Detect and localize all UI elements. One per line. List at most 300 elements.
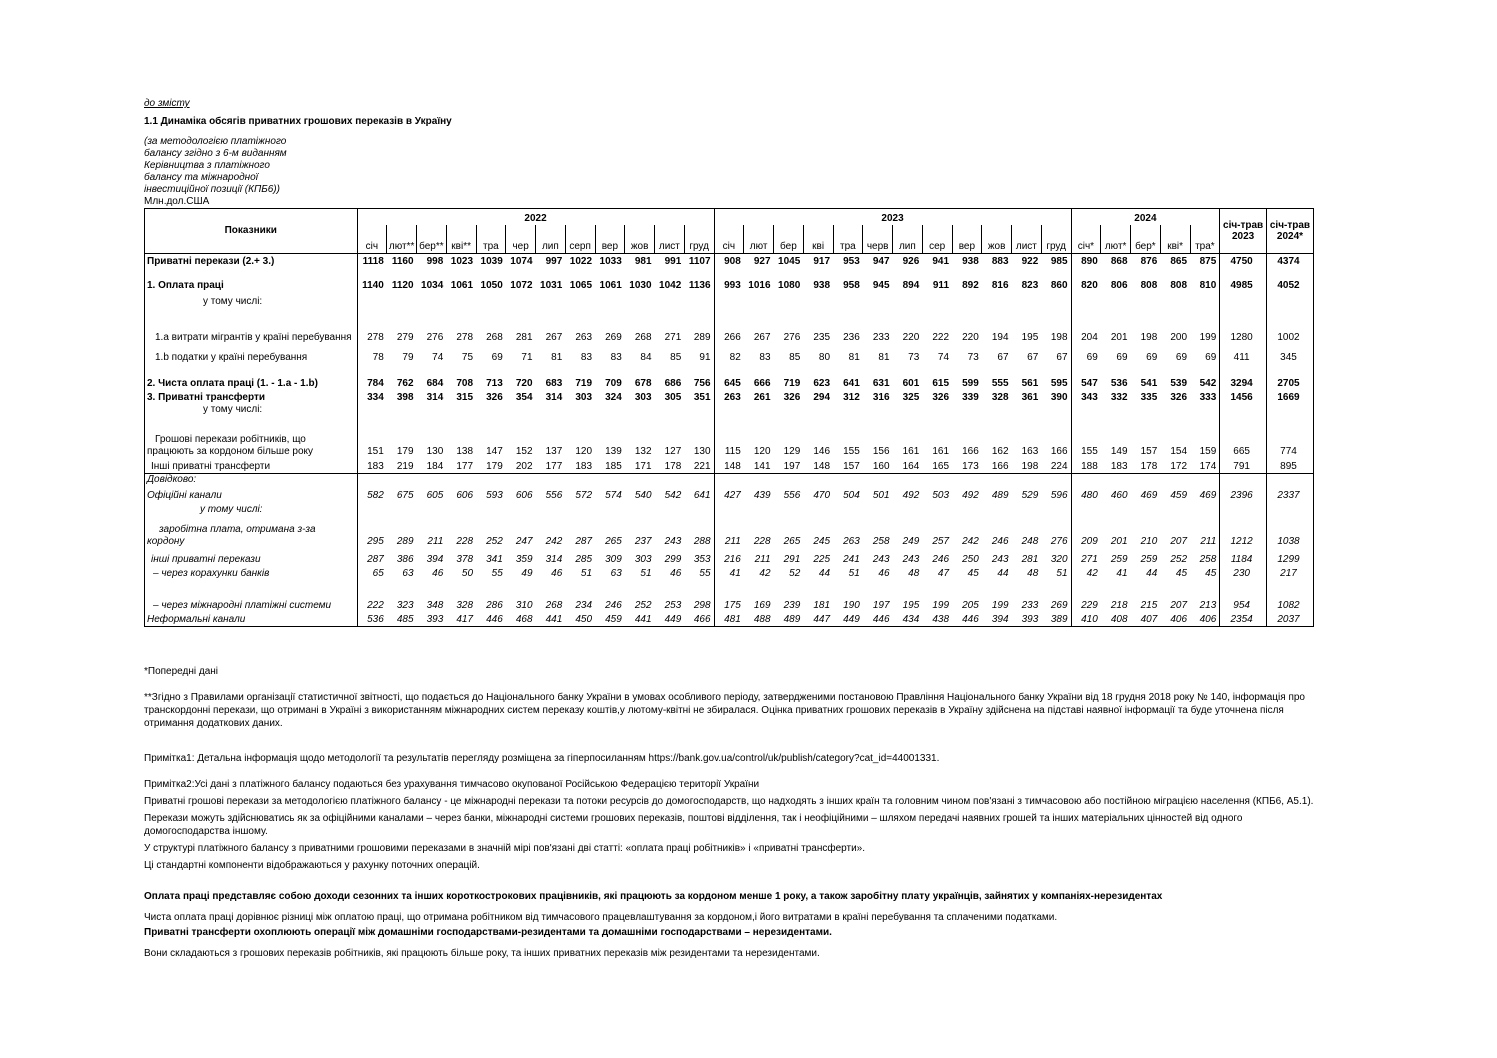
month-value-cell: 446 bbox=[952, 612, 982, 626]
month-value-cell: 361 bbox=[1021, 391, 1039, 403]
month-value-cell: 314 bbox=[426, 391, 444, 403]
month-value-cell: 253 bbox=[664, 600, 682, 611]
month-value-cell: 152 bbox=[515, 445, 533, 457]
month-value-cell bbox=[536, 404, 566, 416]
period-total-cell: 1082 bbox=[1266, 580, 1313, 612]
month-value-cell: 160 bbox=[872, 461, 890, 472]
month-value-cell: 276 bbox=[426, 331, 444, 343]
table-row bbox=[145, 516, 1314, 548]
month-value-cell: 389 bbox=[1041, 612, 1071, 626]
month-value-cell bbox=[476, 292, 506, 308]
month-value-cell: 252 bbox=[1170, 554, 1188, 565]
month-value-cell: 309 bbox=[605, 554, 622, 565]
month-value-cell bbox=[1131, 292, 1161, 308]
month-value-cell bbox=[1160, 502, 1190, 516]
month-value-cell: 709 bbox=[605, 377, 622, 389]
month-value-cell: 449 bbox=[833, 612, 863, 626]
month-value-cell: 184 bbox=[426, 461, 444, 472]
month-value-cell: 252 bbox=[634, 600, 652, 611]
month-value-cell: 556 bbox=[783, 490, 801, 501]
unit-label: Млн.дол.США bbox=[144, 196, 210, 207]
period-total-cell bbox=[1220, 404, 1267, 416]
month-value-cell: 289 bbox=[396, 536, 414, 547]
month-value-cell: 406 bbox=[1190, 612, 1220, 626]
month-value-cell bbox=[357, 292, 387, 308]
month-value-cell bbox=[833, 474, 863, 487]
month-value-cell: 148 bbox=[813, 461, 831, 472]
month-value-cell: 185 bbox=[605, 461, 622, 472]
month-value-cell: 169 bbox=[753, 600, 771, 611]
row-label: Довідково: bbox=[145, 474, 358, 487]
period-total-cell: 2337 bbox=[1266, 486, 1313, 502]
month-value-cell: 151 bbox=[357, 416, 387, 458]
month-value-cell: 542 bbox=[664, 490, 682, 501]
row-label: Інші приватні трансферти bbox=[145, 458, 358, 474]
month-value-cell bbox=[1101, 292, 1131, 308]
month-value-cell bbox=[1131, 474, 1161, 487]
month-value-cell: 216 bbox=[714, 548, 744, 566]
period-total-cell: 4052 bbox=[1266, 268, 1313, 292]
month-value-cell: 246 bbox=[605, 600, 622, 611]
month-value-cell: 289 bbox=[693, 331, 711, 343]
month-value-cell bbox=[893, 292, 923, 308]
period-total-cell bbox=[1266, 292, 1313, 308]
month-value-cell: 459 bbox=[595, 612, 625, 626]
month-value-cell: 446 bbox=[476, 612, 506, 626]
month-value-cell: 239 bbox=[783, 600, 801, 611]
month-value-cell: 161 bbox=[902, 445, 920, 457]
month-value-cell: 50 bbox=[461, 568, 474, 579]
month-value-cell: 446 bbox=[863, 612, 893, 626]
month-value-cell: 243 bbox=[664, 536, 682, 547]
month-value-cell bbox=[357, 404, 387, 416]
month-value-cell bbox=[1190, 474, 1220, 487]
month-value-cell: 911 bbox=[932, 279, 950, 291]
month-value-cell bbox=[1160, 292, 1190, 308]
table-row bbox=[145, 566, 1314, 580]
month-value-cell: 199 bbox=[1199, 331, 1217, 343]
month-value-cell bbox=[446, 292, 476, 308]
month-value-cell bbox=[506, 502, 536, 516]
month-value-cell: 684 bbox=[426, 377, 444, 389]
month-value-cell: 200 bbox=[1170, 331, 1188, 343]
row-label: – через міжнародні платіжні системи bbox=[145, 580, 358, 612]
month-value-cell: 197 bbox=[783, 461, 801, 472]
month-value-cell: 83 bbox=[759, 351, 771, 363]
month-value-cell: 908 bbox=[714, 254, 744, 268]
month-value-cell: 237 bbox=[634, 536, 652, 547]
month-value-cell: 917 bbox=[813, 255, 831, 267]
header-years-row bbox=[145, 209, 1314, 226]
month-value-cell: 287 bbox=[357, 548, 387, 566]
month-value-cell: 179 bbox=[486, 461, 503, 472]
month-value-cell: 808 bbox=[1140, 279, 1158, 291]
month-value-cell: 298 bbox=[693, 600, 711, 611]
month-value-cell: 268 bbox=[634, 331, 652, 343]
month-value-cell bbox=[922, 502, 952, 516]
month-value-cell: 165 bbox=[932, 461, 950, 472]
period-total-cell bbox=[1220, 474, 1267, 487]
row-label: Приватні перекази (2.+ 3.) bbox=[145, 254, 358, 268]
month-value-cell bbox=[506, 474, 536, 487]
month-value-cell bbox=[595, 474, 625, 487]
month-value-cell: 945 bbox=[872, 279, 890, 291]
month-value-cell: 271 bbox=[664, 331, 682, 343]
month-value-cell: 1061 bbox=[450, 279, 474, 291]
table-row bbox=[145, 416, 1314, 458]
month-value-cell: 953 bbox=[843, 255, 860, 267]
month-value-cell: 303 bbox=[634, 391, 652, 403]
month-value-cell bbox=[1101, 502, 1131, 516]
month-value-cell: 252 bbox=[486, 536, 503, 547]
note-transfers: Приватні трансферти охоплюють операції між домашніми господарствами-резидентами та домашніми господарствами – нерезидентами. bbox=[144, 927, 832, 938]
month-value-cell: 44 bbox=[1146, 568, 1158, 579]
month-value-cell: 278 bbox=[456, 331, 474, 343]
month-value-cell: 316 bbox=[872, 391, 890, 403]
month-value-cell: 686 bbox=[664, 377, 682, 389]
month-value-cell: 55 bbox=[699, 568, 711, 579]
month-value-cell: 69 bbox=[491, 351, 503, 363]
month-value-cell: 678 bbox=[634, 377, 652, 389]
month-value-cell: 386 bbox=[396, 554, 414, 565]
month-value-cell: 441 bbox=[536, 612, 566, 626]
month-value-cell: 1031 bbox=[540, 279, 563, 291]
month-value-cell: 958 bbox=[843, 279, 860, 291]
period-total-cell: 895 bbox=[1266, 458, 1313, 474]
month-value-cell: 574 bbox=[605, 490, 622, 501]
period-total-cell bbox=[1266, 502, 1313, 516]
month-value-cell: 162 bbox=[991, 445, 1009, 457]
month-value-cell bbox=[506, 404, 536, 416]
month-value-cell: 922 bbox=[1021, 255, 1039, 267]
table-row bbox=[145, 344, 1314, 364]
month-value-cell: 173 bbox=[962, 461, 979, 472]
month-value-cell: 74 bbox=[937, 351, 950, 363]
note-preliminary: *Попередні дані bbox=[144, 666, 219, 677]
month-value-cell: 210 bbox=[1140, 536, 1158, 547]
month-header: лют bbox=[744, 225, 774, 254]
remittances-table bbox=[144, 208, 1314, 627]
month-value-cell bbox=[922, 474, 952, 487]
month-value-cell: 265 bbox=[605, 536, 622, 547]
month-value-cell: 328 bbox=[991, 391, 1009, 403]
month-value-cell: 81 bbox=[848, 351, 860, 363]
month-value-cell bbox=[952, 502, 982, 516]
year-header-2024: 2024 bbox=[1071, 209, 1220, 226]
month-value-cell: 179 bbox=[396, 445, 414, 457]
period-total-cell: 1456 bbox=[1220, 390, 1267, 404]
total-header-2: січ-трав 2024* bbox=[1266, 209, 1313, 254]
month-value-cell: 561 bbox=[1021, 377, 1039, 389]
month-value-cell: 713 bbox=[486, 377, 503, 389]
period-total-cell: 4985 bbox=[1220, 268, 1267, 292]
month-value-cell: 146 bbox=[813, 445, 831, 457]
month-value-cell: 80 bbox=[818, 351, 831, 363]
month-value-cell: 326 bbox=[932, 391, 950, 403]
month-value-cell: 207 bbox=[1170, 600, 1188, 611]
month-header: чер bbox=[506, 225, 536, 254]
month-value-cell: 201 bbox=[1110, 536, 1128, 547]
month-value-cell: 555 bbox=[991, 377, 1009, 389]
month-value-cell: 335 bbox=[1140, 391, 1158, 403]
row-label: 1.а витрати мігрантів у країні перебування bbox=[145, 308, 358, 344]
table-row bbox=[145, 390, 1314, 404]
month-value-cell: 276 bbox=[783, 331, 801, 343]
month-value-cell bbox=[1071, 502, 1101, 516]
month-value-cell: 211 bbox=[714, 516, 744, 548]
month-value-cell: 927 bbox=[753, 255, 771, 267]
month-header: сер bbox=[922, 225, 952, 254]
month-value-cell: 248 bbox=[1021, 536, 1039, 547]
month-value-cell bbox=[446, 404, 476, 416]
month-value-cell: 197 bbox=[872, 600, 890, 611]
month-value-cell: 228 bbox=[753, 536, 771, 547]
month-value-cell: 359 bbox=[515, 554, 533, 565]
month-header: лют** bbox=[387, 225, 417, 254]
note-components: Ці стандартні компоненти відображаються у рахунку поточних операцій. bbox=[144, 860, 480, 871]
month-value-cell bbox=[982, 404, 1012, 416]
month-value-cell: 468 bbox=[506, 612, 536, 626]
month-value-cell bbox=[863, 404, 893, 416]
month-value-cell: 875 bbox=[1199, 255, 1217, 267]
month-header: кві** bbox=[446, 225, 476, 254]
table-row bbox=[145, 474, 1314, 487]
month-value-cell bbox=[714, 292, 744, 308]
row-label: – через корахунки банків bbox=[145, 566, 358, 580]
month-value-cell: 631 bbox=[872, 377, 890, 389]
month-value-cell: 45 bbox=[1205, 568, 1217, 579]
month-value-cell: 326 bbox=[1170, 391, 1188, 403]
month-value-cell: 67 bbox=[1027, 351, 1039, 363]
month-value-cell: 127 bbox=[664, 445, 682, 457]
month-value-cell bbox=[565, 404, 595, 416]
month-value-cell bbox=[803, 292, 833, 308]
month-value-cell: 91 bbox=[699, 351, 711, 363]
month-value-cell bbox=[744, 502, 774, 516]
note-compensation: Оплата праці представляє собою доходи сезонних та інших короткострокових працівників, які працюють за кордоном менше 1 року, а також заробітну плату українців, зайнятих у компаніях-нерезидентах bbox=[144, 891, 1163, 902]
row-label: 1.b податки у країні перебування bbox=[145, 344, 358, 364]
period-total-cell: 774 bbox=[1266, 416, 1313, 458]
month-value-cell: 243 bbox=[902, 554, 920, 565]
month-value-cell: 218 bbox=[1110, 600, 1128, 611]
month-value-cell: 157 bbox=[843, 461, 860, 472]
month-value-cell: 157 bbox=[1140, 445, 1158, 457]
month-value-cell: 892 bbox=[962, 279, 979, 291]
month-header: бер bbox=[774, 225, 804, 254]
month-value-cell: 719 bbox=[575, 377, 593, 389]
month-value-cell: 408 bbox=[1101, 612, 1131, 626]
month-header: кві bbox=[803, 225, 833, 254]
month-value-cell bbox=[655, 292, 685, 308]
month-value-cell: 156 bbox=[872, 445, 890, 457]
month-value-cell: 865 bbox=[1170, 255, 1188, 267]
month-value-cell: 51 bbox=[1056, 568, 1068, 579]
table-row bbox=[145, 308, 1314, 344]
month-value-cell bbox=[536, 474, 566, 487]
month-header: черв bbox=[863, 225, 893, 254]
month-value-cell: 147 bbox=[486, 445, 503, 457]
month-value-cell: 596 bbox=[1050, 490, 1068, 501]
table-row bbox=[145, 268, 1314, 292]
month-value-cell: 183 bbox=[1110, 461, 1128, 472]
month-value-cell bbox=[684, 474, 714, 487]
month-value-cell: 926 bbox=[902, 255, 920, 267]
note-special-period: **Згідно з Правилами організації статистичної звітності, що подається до Національного банку України в умовах особливого періоду, затвердженими постановою Правління Національного банку України від 18 грудня 2018 року № 140, інформація про транскордонні перекази, що отримані в Україні з використанням міжнародних систем переказу коштів,у лютому-квітні не збиралася. Оцінка приватних грошових переказів в Україну здійснена на підставі наявної інформації та буде уточнена після отримання додаткових даних. bbox=[144, 692, 1305, 729]
month-header: вер bbox=[595, 225, 625, 254]
note-definition: Приватні грошові перекази за методологією платіжного балансу - це міжнародні перекази та потоки ресурсів до домогосподарств, що надходять з інших країн та головним чином пов'язані з тимчасовою або постійною міграцією населення (КПБ6, А5.1). bbox=[144, 796, 1314, 807]
month-value-cell bbox=[446, 502, 476, 516]
month-value-cell: 503 bbox=[932, 490, 950, 501]
month-value-cell: 784 bbox=[357, 364, 387, 390]
month-value-cell: 1072 bbox=[510, 279, 533, 291]
month-value-cell: 73 bbox=[967, 351, 979, 363]
month-value-cell: 1061 bbox=[599, 279, 622, 291]
month-value-cell: 79 bbox=[402, 351, 414, 363]
month-value-cell: 188 bbox=[1071, 458, 1101, 474]
month-value-cell: 46 bbox=[551, 568, 563, 579]
month-value-cell: 615 bbox=[932, 377, 950, 389]
month-value-cell: 469 bbox=[1199, 490, 1217, 501]
month-value-cell bbox=[774, 502, 804, 516]
month-value-cell: 44 bbox=[997, 568, 1009, 579]
month-value-cell: 320 bbox=[1050, 554, 1068, 565]
month-value-cell: 278 bbox=[357, 308, 387, 344]
row-label: інші приватні перекази bbox=[145, 548, 358, 566]
month-value-cell: 492 bbox=[902, 490, 920, 501]
month-value-cell: 148 bbox=[714, 458, 744, 474]
back-to-contents-link[interactable]: до змісту bbox=[144, 98, 190, 109]
month-value-cell: 719 bbox=[783, 377, 801, 389]
month-value-cell: 641 bbox=[843, 377, 860, 389]
month-value-cell: 489 bbox=[991, 490, 1009, 501]
table-row bbox=[145, 612, 1314, 626]
month-value-cell: 466 bbox=[684, 612, 714, 626]
month-value-cell bbox=[476, 404, 506, 416]
indicators-header: Показники bbox=[145, 209, 358, 254]
month-value-cell: 438 bbox=[922, 612, 952, 626]
period-total-cell: 3294 bbox=[1220, 364, 1267, 390]
month-value-cell: 177 bbox=[545, 461, 563, 472]
month-value-cell: 341 bbox=[486, 554, 503, 565]
month-value-cell: 120 bbox=[575, 445, 593, 457]
month-value-cell: 267 bbox=[545, 331, 563, 343]
month-value-cell: 1065 bbox=[569, 279, 593, 291]
month-value-cell: 75 bbox=[461, 351, 474, 363]
month-value-cell bbox=[625, 502, 655, 516]
month-value-cell: 195 bbox=[902, 600, 920, 611]
month-value-cell: 222 bbox=[357, 580, 387, 612]
row-label: 2. Чиста оплата праці (1. - 1.а - 1.b) bbox=[145, 364, 358, 390]
month-value-cell: 74 bbox=[432, 351, 444, 363]
month-value-cell bbox=[506, 292, 536, 308]
month-value-cell: 485 bbox=[387, 612, 417, 626]
month-value-cell: 299 bbox=[664, 554, 682, 565]
month-value-cell: 816 bbox=[991, 279, 1009, 291]
month-value-cell bbox=[893, 474, 923, 487]
month-value-cell bbox=[1160, 404, 1190, 416]
month-value-cell: 312 bbox=[843, 391, 860, 403]
month-value-cell: 890 bbox=[1071, 254, 1101, 268]
month-value-cell: 46 bbox=[670, 568, 682, 579]
month-value-cell bbox=[565, 474, 595, 487]
month-value-cell bbox=[863, 474, 893, 487]
month-value-cell: 199 bbox=[991, 600, 1009, 611]
month-value-cell: 285 bbox=[575, 554, 593, 565]
month-value-cell: 675 bbox=[396, 490, 414, 501]
month-value-cell bbox=[714, 404, 744, 416]
month-value-cell: 1042 bbox=[659, 279, 682, 291]
month-value-cell: 82 bbox=[714, 344, 744, 364]
month-value-cell: 46 bbox=[878, 568, 890, 579]
month-value-cell: 1107 bbox=[688, 255, 711, 267]
month-value-cell: 247 bbox=[515, 536, 533, 547]
month-value-cell: 1030 bbox=[629, 279, 652, 291]
month-value-cell: 242 bbox=[962, 536, 979, 547]
month-value-cell: 69 bbox=[1175, 351, 1188, 363]
month-value-cell bbox=[774, 404, 804, 416]
month-value-cell: 281 bbox=[1021, 554, 1039, 565]
month-value-cell: 351 bbox=[693, 391, 711, 403]
month-value-cell: 209 bbox=[1071, 516, 1101, 548]
month-value-cell: 41 bbox=[714, 566, 744, 580]
month-value-cell: 1120 bbox=[391, 279, 414, 291]
month-value-cell: 257 bbox=[932, 536, 950, 547]
month-value-cell bbox=[774, 474, 804, 487]
month-value-cell: 198 bbox=[1050, 331, 1068, 343]
month-value-cell: 63 bbox=[402, 568, 414, 579]
month-value-cell: 460 bbox=[1110, 490, 1128, 501]
month-value-cell: 85 bbox=[789, 351, 801, 363]
month-value-cell bbox=[625, 404, 655, 416]
month-value-cell: 220 bbox=[902, 331, 920, 343]
month-value-cell: 129 bbox=[783, 445, 801, 457]
table-row bbox=[145, 292, 1314, 308]
month-value-cell bbox=[1101, 404, 1131, 416]
note-structure: У структурі платіжного балансу з приватними грошовими переказами в значній мірі пов'язані дві статті: «оплата праці робітників» і «приватні трансферти». bbox=[144, 843, 866, 854]
month-value-cell: 55 bbox=[491, 568, 503, 579]
month-value-cell: 459 bbox=[1170, 490, 1188, 501]
month-value-cell bbox=[1041, 292, 1071, 308]
month-value-cell bbox=[863, 502, 893, 516]
period-total-cell: 411 bbox=[1220, 344, 1267, 364]
month-value-cell: 164 bbox=[902, 461, 920, 472]
month-value-cell: 991 bbox=[664, 255, 682, 267]
month-value-cell: 314 bbox=[545, 391, 563, 403]
month-value-cell bbox=[952, 292, 982, 308]
month-value-cell: 268 bbox=[486, 331, 503, 343]
month-value-cell: 606 bbox=[515, 490, 533, 501]
month-value-cell bbox=[1012, 474, 1042, 487]
month-value-cell: 378 bbox=[456, 554, 474, 565]
month-value-cell: 130 bbox=[693, 445, 711, 457]
period-total-cell: 4374 bbox=[1266, 254, 1313, 268]
month-value-cell bbox=[417, 292, 447, 308]
month-value-cell: 595 bbox=[1050, 377, 1068, 389]
month-value-cell: 993 bbox=[714, 268, 744, 292]
month-value-cell: 115 bbox=[714, 416, 744, 458]
year-header-2022: 2022 bbox=[357, 209, 714, 226]
period-total-cell: 1038 bbox=[1266, 516, 1313, 548]
month-value-cell: 172 bbox=[1170, 461, 1188, 472]
month-value-cell: 233 bbox=[1021, 600, 1039, 611]
month-value-cell: 245 bbox=[813, 536, 831, 547]
month-value-cell bbox=[655, 404, 685, 416]
month-value-cell: 985 bbox=[1050, 255, 1068, 267]
table-row bbox=[145, 254, 1314, 268]
month-value-cell: 67 bbox=[1056, 351, 1068, 363]
month-value-cell: 265 bbox=[783, 536, 801, 547]
month-header: тра* bbox=[1190, 225, 1220, 254]
